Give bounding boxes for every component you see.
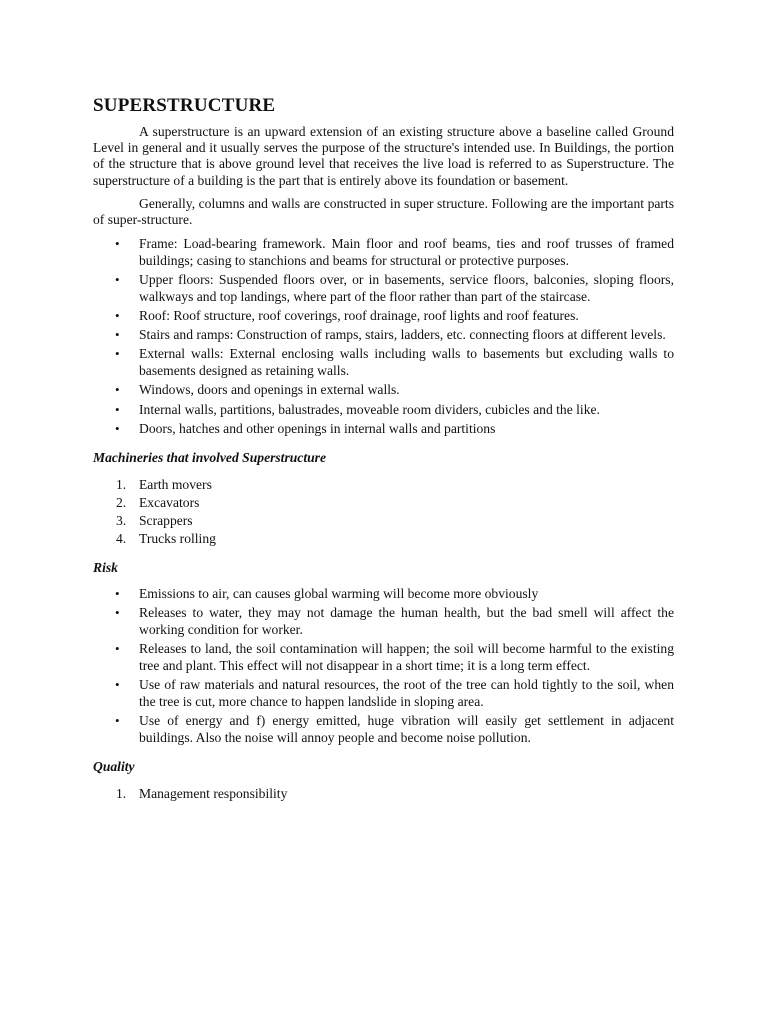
list-item — [93, 236, 674, 270]
list-item-text: Emissions to air, can causes global warming will become more obviously — [139, 586, 539, 602]
bullet-icon: • — [115, 420, 120, 436]
list-item — [93, 476, 674, 494]
list-item — [93, 308, 674, 325]
risk-heading: Risk — [93, 560, 118, 576]
machineries-list — [93, 476, 674, 549]
item-number: 4. — [116, 531, 127, 547]
bullet-icon: • — [115, 308, 120, 324]
list-item-text: Upper floors: Suspended floors over, or in basements, service floors, balconies, sloping floors, walkways and top landings, where part of the floor rather than part of the staircase. — [139, 272, 674, 305]
list-item-text: Use of raw materials and natural resources, the root of the tree can hold tightly to the soil, when the tree is cut, more chance to happen landslide in sloping area. — [139, 677, 674, 710]
list-item — [93, 785, 674, 803]
list-item — [93, 494, 674, 512]
document-title: SUPERSTRUCTURE — [93, 95, 276, 116]
list-item — [93, 272, 674, 306]
list-item-text: Trucks rolling — [139, 531, 216, 547]
list-item — [93, 677, 674, 711]
list-item-text: Use of energy and f) energy emitted, huge vibration will easily get settlement in adjacent buildings. Also the noise will annoy people and become noise pollution. — [139, 713, 674, 746]
list-item — [93, 530, 674, 548]
list-item — [93, 402, 674, 419]
list-item — [93, 421, 674, 438]
quality-heading: Quality — [93, 759, 135, 775]
list-item-text: Frame: Load-bearing framework. Main floor and roof beams, ties and roof trusses of framed buildings; casing to stanchions and beams for structural or protective purposes. — [139, 236, 674, 269]
list-item-text: Releases to water, they may not damage the human health, but the bad smell will affect the working condition for worker. — [139, 605, 674, 638]
list-item-text: External walls: External enclosing walls including walls to basements but excluding walls to basements designed as retaining walls. — [139, 346, 674, 379]
list-item — [93, 346, 674, 380]
list-item — [93, 382, 674, 399]
item-number: 1. — [116, 476, 127, 492]
list-item-text: Doors, hatches and other openings in internal walls and partitions — [139, 420, 496, 436]
item-number: 2. — [116, 494, 127, 510]
bullet-icon: • — [115, 346, 120, 362]
parts-intro-paragraph: Generally, columns and walls are constructed in super structure. Following are the important parts of super-structure. — [93, 195, 674, 228]
bullet-icon: • — [115, 677, 120, 693]
item-number: 1. — [116, 786, 127, 802]
quality-list — [93, 785, 674, 803]
list-item-text: Windows, doors and openings in external walls. — [139, 382, 400, 398]
bullet-icon: • — [115, 605, 120, 621]
list-item — [93, 586, 674, 603]
bullet-icon: • — [115, 713, 120, 729]
bullet-icon: • — [115, 327, 120, 343]
list-item-text: Internal walls, partitions, balustrades, moveable room dividers, cubicles and the like. — [139, 401, 600, 417]
list-item-text: Management responsibility — [139, 786, 288, 802]
list-item — [93, 512, 674, 530]
bullet-icon: • — [115, 382, 120, 398]
list-item-text: Roof: Roof structure, roof coverings, roof drainage, roof lights and roof features. — [139, 308, 579, 324]
superstructure-parts-list — [93, 236, 674, 437]
list-item — [93, 641, 674, 675]
list-item-text: Earth movers — [139, 476, 212, 492]
bullet-icon: • — [115, 401, 120, 417]
intro-paragraph: A superstructure is an upward extension of an existing structure above a baseline called Ground Level in general and it usually serves the purpose of the structure's intended use. In Buildings, the portion of the structure that is above ground level that receives the live load is referred to as Superstructure. The superstructure of a building is the part that is entirely above its foundation or basement. — [93, 124, 674, 188]
list-item-text: Stairs and ramps: Construction of ramps, stairs, ladders, etc. connecting floors at different levels. — [139, 327, 666, 343]
list-item — [93, 605, 674, 639]
bullet-icon: • — [115, 586, 120, 602]
list-item — [93, 327, 674, 344]
item-number: 3. — [116, 512, 127, 528]
bullet-icon: • — [115, 272, 120, 288]
bullet-icon: • — [115, 236, 120, 252]
risk-list — [93, 586, 674, 747]
bullet-icon: • — [115, 641, 120, 657]
list-item-text: Releases to land, the soil contamination will happen; the soil will become harmful to the existing tree and plant. This effect will not disappear in a short time; it is a long term effect. — [139, 641, 674, 674]
list-item — [93, 713, 674, 747]
list-item-text: Excavators — [139, 494, 200, 510]
list-item-text: Scrappers — [139, 512, 193, 528]
machineries-heading: Machineries that involved Superstructure — [93, 449, 327, 465]
document-page — [93, 93, 674, 803]
